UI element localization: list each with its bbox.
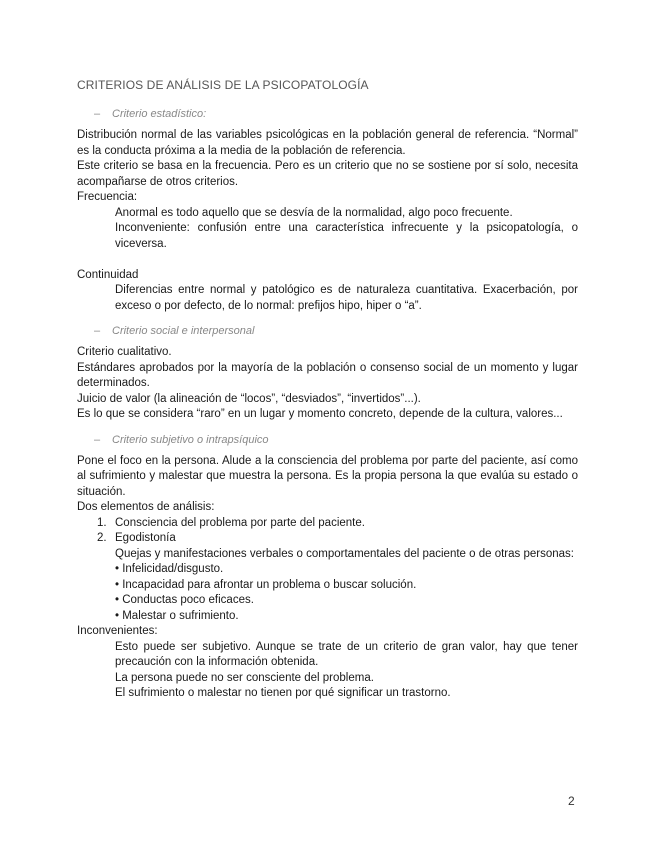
list-item-text: Egodistonía [115, 532, 176, 544]
paragraph: Estándares aprobados por la mayoría de la población o consenso social de un momento y lugar determinados. [77, 361, 578, 389]
page-content [77, 77, 578, 702]
bullet-item: • Incapacidad para afrontar un problema o buscar solución. [115, 578, 417, 591]
paragraph: Dos elementos de análisis: [77, 501, 215, 513]
subheading-frecuencia: Frecuencia: [77, 191, 138, 203]
section-heading-label: Criterio estadístico: [112, 108, 207, 120]
indented-paragraph: Inconveniente: confusión entre una característica infrecuente y la psicopatología, o viceversa. [115, 222, 578, 250]
section-heading-subjetivo [77, 433, 578, 448]
page-title: CRITERIOS DE ANÁLISIS DE LA PSICOPATOLOGÍA [77, 78, 369, 92]
indented-paragraph: El sufrimiento o malestar no tienen por qué significar un trastorno. [115, 687, 451, 699]
dash-marker: – [94, 433, 101, 446]
section-heading-estadistico [77, 107, 578, 122]
paragraph: Juicio de valor (la alineación de “locos”, “desviados”, “invertidos”...). [77, 392, 421, 405]
list-item [77, 516, 578, 532]
bullet-item: • Malestar o sufrimiento. [115, 609, 239, 622]
dash-marker: – [94, 325, 101, 337]
paragraph: Es lo que se considera “raro” en un lugar y momento concreto, depende de la cultura, valores... [77, 408, 563, 420]
paragraph: Distribución normal de las variables psicológicas en la población general de referencia. “Normal” es la conducta próxima a la media de la población de referencia. [77, 129, 578, 157]
paragraph: Criterio cualitativo. [77, 346, 172, 358]
list-item-text: Consciencia del problema por parte del paciente. [115, 516, 365, 529]
subheading-inconvenientes: Inconvenientes: [77, 625, 158, 637]
indented-paragraph: Esto puede ser subjetivo. Aunque se trate de un criterio de gran valor, hay que tener precaución con la información obtenida. [115, 640, 578, 668]
subheading-continuidad: Continuidad [77, 268, 139, 281]
dash-marker: – [94, 108, 101, 120]
list-number: 2. [97, 532, 107, 544]
paragraph: Pone el foco en la persona. Alude a la consciencia del problema por parte del paciente, así como al sufrimiento y malestar que muestra la persona. Es la propia persona la que evalúa su estado o situación. [77, 454, 578, 498]
indented-paragraph: Diferencias entre normal y patológico es de naturaleza cuantitativa. Exacerbación, por exceso o por defecto, de lo normal: prefijos hipo, hiper o “a”. [115, 284, 578, 312]
paragraph: Este criterio se basa en la frecuencia. Pero es un criterio que no se sostiene por sí solo, necesita acompañarse de otros criterios. [77, 160, 578, 188]
section-heading-label: Criterio social e interpersonal [112, 325, 255, 337]
section-heading-social [77, 324, 578, 339]
indented-paragraph: Anormal es todo aquello que se desvía de la normalidad, algo poco frecuente. [115, 206, 513, 219]
list-number: 1. [97, 516, 107, 529]
indented-paragraph: Quejas y manifestaciones verbales o comportamentales del paciente o de otras personas: [115, 547, 574, 560]
indented-paragraph: La persona puede no ser consciente del problema. [115, 671, 374, 684]
bullet-item: • Infelicidad/disgusto. [115, 563, 224, 575]
section-heading-label: Criterio subjetivo o intrapsíquico [112, 433, 269, 446]
list-item [77, 531, 578, 547]
page-number: 2 [568, 794, 575, 808]
bullet-item: • Conductas poco eficaces. [115, 594, 254, 606]
